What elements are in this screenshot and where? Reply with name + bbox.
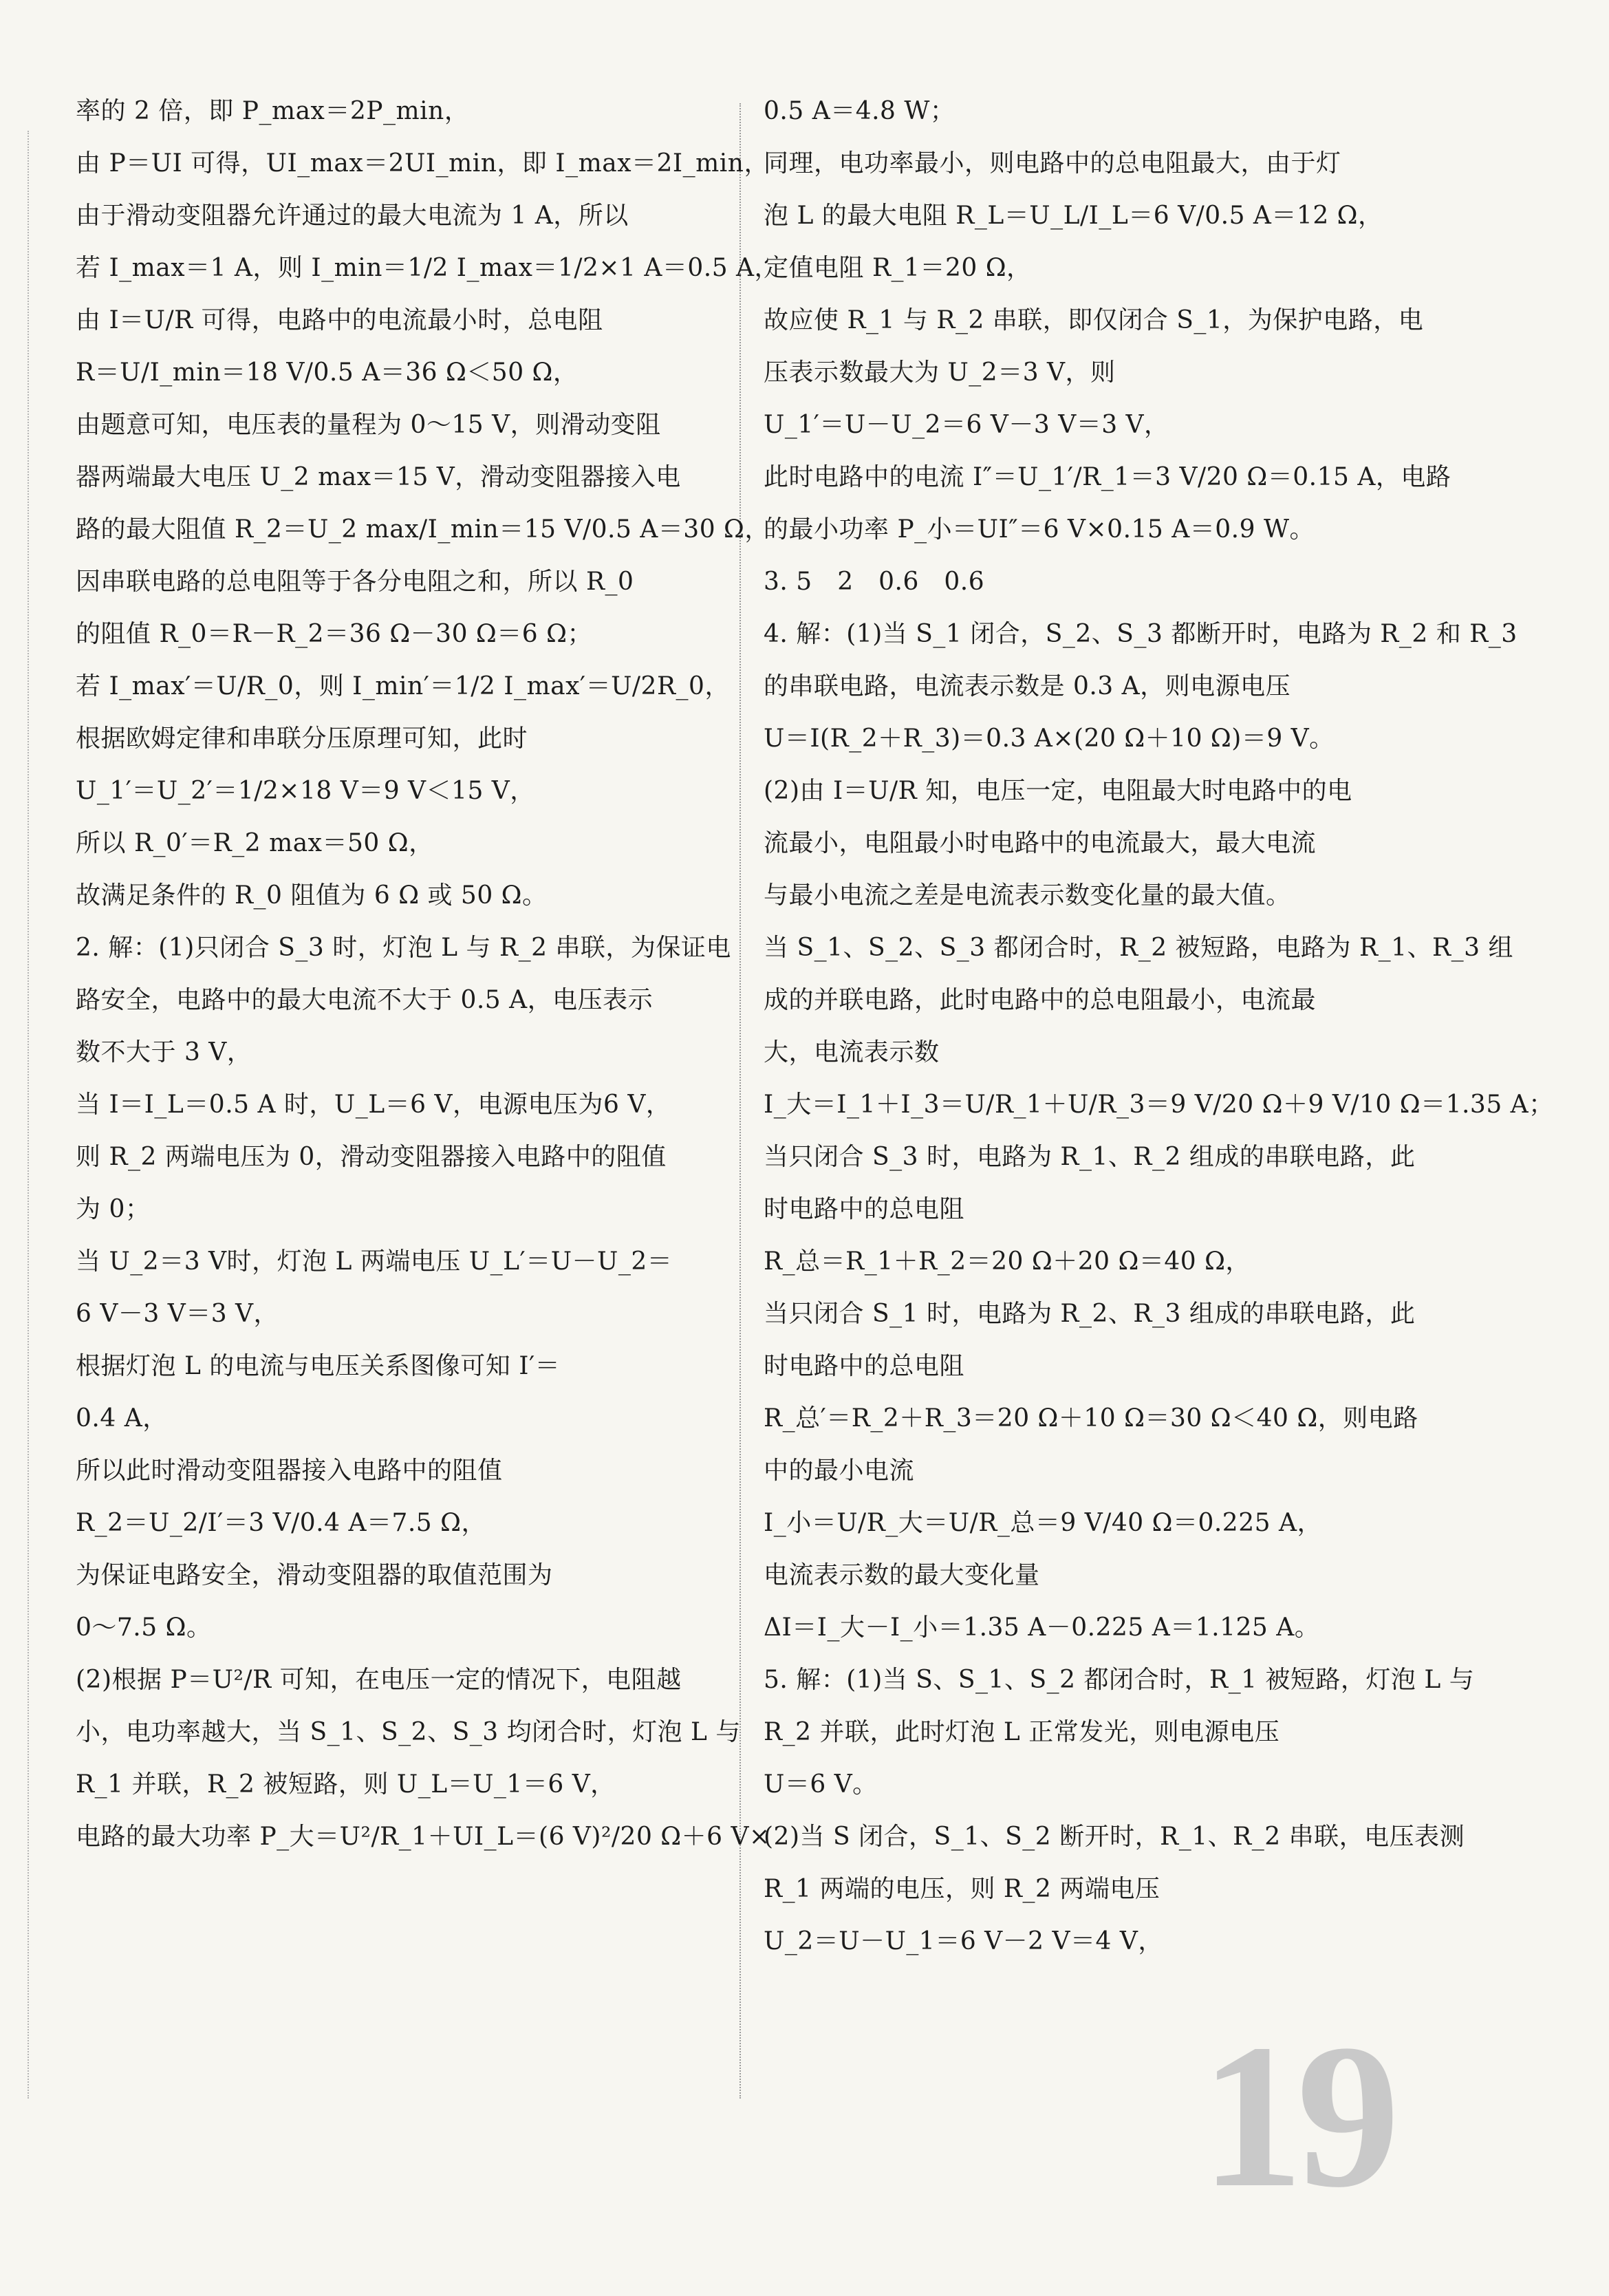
text-line: 的最小功率 P_小＝UI″＝6 V×0.15 A＝0.9 W。 [764, 515, 1315, 544]
text-line: I_大＝I_1＋I_3＝U/R_1＋U/R_3＝9 V/20 Ω＋9 V/10 Ω＝1.35 A； [764, 1091, 1554, 1119]
text-line: 路安全，电路中的最大电流不大于 0.5 A，电压表示 [76, 986, 654, 1014]
text-line: 的串联电路，电流表示数是 0.3 A，则电源电压 [764, 672, 1291, 700]
text-line: R_2＝U_2/I′＝3 V/0.4 A＝7.5 Ω， [76, 1509, 486, 1537]
text-line: (2)根据 P＝U²/R 可知，在电压一定的情况下，电阻越 [76, 1666, 682, 1694]
text-line: 因串联电路的总电阻等于各分电阻之和，所以 R_0 [76, 568, 634, 596]
text-line: ΔI＝I_大－I_小＝1.35 A－0.225 A＝1.125 A。 [764, 1613, 1320, 1642]
text-line: 所以 R_0′＝R_2 max＝50 Ω， [76, 829, 434, 857]
text-line: 数不大于 3 V， [76, 1038, 252, 1066]
text-line: 率的 2 倍，即 P_max＝2P_min， [76, 97, 470, 125]
text-line: 6 V－3 V＝3 V， [76, 1300, 279, 1328]
text-line: 大，电流表示数 [764, 1038, 940, 1066]
text-line: 此时电路中的电流 I″＝U_1′/R_1＝3 V/20 Ω＝0.15 A，电路 [764, 463, 1451, 491]
text-line: (2)由 I＝U/R 知，电压一定，电阻最大时电路中的电 [764, 777, 1352, 805]
text-line: 当 S_1、S_2、S_3 都闭合时，R_2 被短路，电路为 R_1、R_3 组 [764, 934, 1513, 962]
text-line: 当 U_2＝3 V时，灯泡 L 两端电压 U_L′＝U－U_2＝ [76, 1247, 673, 1276]
question-5-heading: 5. 解：(1)当 S、S_1、S_2 都闭合时，R_1 被短路，灯泡 L 与 [764, 1666, 1475, 1694]
text-line: 则 R_2 两端电压为 0，滑动变阻器接入电路中的阻值 [76, 1143, 667, 1171]
text-line: 故满足条件的 R_0 阻值为 6 Ω 或 50 Ω。 [76, 881, 548, 910]
text-line: R_总＝R_1＋R_2＝20 Ω＋20 Ω＝40 Ω， [764, 1247, 1251, 1276]
text-line: 时电路中的总电阻 [764, 1352, 965, 1380]
question-4-heading: 4. 解：(1)当 S_1 闭合，S_2、S_3 都断开时，电路为 R_2 和 R_3 [764, 620, 1518, 648]
text-line: 由 I＝U/R 可得，电路中的电流最小时，总电阻 [76, 306, 603, 334]
text-line: 成的并联电路，此时电路中的总电阻最小，电流最 [764, 986, 1317, 1014]
text-line: 小，电功率越大，当 S_1、S_2、S_3 均闭合时，灯泡 L 与 [76, 1718, 741, 1746]
right-column [764, 96, 1554, 1979]
text-line: 0.4 A， [76, 1404, 168, 1433]
text-line: R＝U/I_min＝18 V/0.5 A＝36 Ω＜50 Ω， [76, 358, 579, 387]
text-line: U＝I(R_2＋R_3)＝0.3 A×(20 Ω＋10 Ω)＝9 V。 [764, 725, 1335, 753]
question-3-answer: 3. 5 2 0.6 0.6 [764, 568, 985, 596]
text-line: 0.5 A＝4.8 W； [764, 97, 955, 125]
text-line: 压表示数最大为 U_2＝3 V，则 [764, 358, 1116, 387]
text-line: 电流表示数的最大变化量 [764, 1561, 1040, 1589]
text-line: 为 0； [76, 1195, 151, 1223]
text-line: U＝6 V。 [764, 1770, 878, 1799]
text-line: (2)当 S 闭合，S_1、S_2 断开时，R_1、R_2 串联，电压表测 [764, 1823, 1465, 1851]
text-line: R_总′＝R_2＋R_3＝20 Ω＋10 Ω＝30 Ω＜40 Ω，则电路 [764, 1404, 1418, 1433]
text-line: 0～7.5 Ω。 [76, 1613, 212, 1642]
text-line: R_2 并联，此时灯泡 L 正常发光，则电源电压 [764, 1718, 1280, 1746]
text-line: 器两端最大电压 U_2 max＝15 V，滑动变阻器接入电 [76, 463, 681, 491]
text-line: 由题意可知，电压表的量程为 0～15 V，则滑动变阻 [76, 411, 661, 439]
question-2-heading: 2. 解：(1)只闭合 S_3 时，灯泡 L 与 R_2 串联，为保证电 [76, 934, 731, 962]
text-line: 与最小电流之差是电流表示数变化量的最大值。 [764, 881, 1291, 910]
text-line: 泡 L 的最大电阻 R_L＝U_L/I_L＝6 V/0.5 A＝12 Ω， [764, 202, 1383, 230]
text-line: R_1 并联，R_2 被短路，则 U_L＝U_1＝6 V， [76, 1770, 616, 1799]
text-line: 若 I_max＝1 A，则 I_min＝1/2 I_max＝1/2×1 A＝0.5 A， [76, 254, 780, 282]
text-line: 中的最小电流 [764, 1457, 915, 1485]
page-number: 19 [1200, 2002, 1393, 2230]
text-line: 当只闭合 S_1 时，电路为 R_2、R_3 组成的串联电路，此 [764, 1300, 1416, 1328]
text-line: 时电路中的总电阻 [764, 1195, 965, 1223]
text-line: 为保证电路安全，滑动变阻器的取值范围为 [76, 1561, 553, 1589]
text-line: I_小＝U/R_大＝U/R_总＝9 V/40 Ω＝0.225 A， [764, 1509, 1322, 1537]
text-line: 定值电阻 R_1＝20 Ω， [764, 254, 1032, 282]
text-line: 所以此时滑动变阻器接入电路中的阻值 [76, 1457, 503, 1485]
text-line: 由于滑动变阻器允许通过的最大电流为 1 A，所以 [76, 202, 629, 230]
text-line: 电路的最大功率 P_大＝U²/R_1＋UI_L＝(6 V)²/20 Ω＋6 V× [76, 1823, 770, 1851]
text-line: 流最小，电阻最小时电路中的电流最大，最大电流 [764, 829, 1317, 857]
text-line: U_2＝U－U_1＝6 V－2 V＝4 V， [764, 1927, 1163, 1955]
text-line: 当只闭合 S_3 时，电路为 R_1、R_2 组成的串联电路，此 [764, 1143, 1416, 1171]
text-line: U_1′＝U－U_2＝6 V－3 V＝3 V， [764, 411, 1169, 439]
text-line: 当 I＝I_L＝0.5 A 时，U_L＝6 V，电源电压为6 V， [76, 1091, 671, 1119]
text-line: 根据灯泡 L 的电流与电压关系图像可知 I′＝ [76, 1352, 561, 1380]
text-line: 根据欧姆定律和串联分压原理可知，此时 [76, 725, 528, 753]
left-column [76, 96, 780, 1874]
text-line: 故应使 R_1 与 R_2 串联，即仅闭合 S_1，为保护电路，电 [764, 306, 1424, 334]
text-line: U_1′＝U_2′＝1/2×18 V＝9 V＜15 V， [76, 777, 535, 805]
binding-edge-line [28, 131, 29, 2099]
text-line: 若 I_max′＝U/R_0，则 I_min′＝1/2 I_max′＝U/2R_0， [76, 672, 730, 700]
text-line: 路的最大阻值 R_2＝U_2 max/I_min＝15 V/0.5 A＝30 Ω， [76, 515, 770, 544]
text-line: R_1 两端的电压，则 R_2 两端电压 [764, 1875, 1160, 1903]
text-line: 同理，电功率最小，则电路中的总电阻最大，由于灯 [764, 149, 1341, 178]
column-divider [739, 103, 741, 2099]
text-line: 由 P＝UI 可得，UI_max＝2UI_min，即 I_max＝2I_min， [76, 149, 769, 178]
text-line: 的阻值 R_0＝R－R_2＝36 Ω－30 Ω＝6 Ω； [76, 620, 592, 648]
